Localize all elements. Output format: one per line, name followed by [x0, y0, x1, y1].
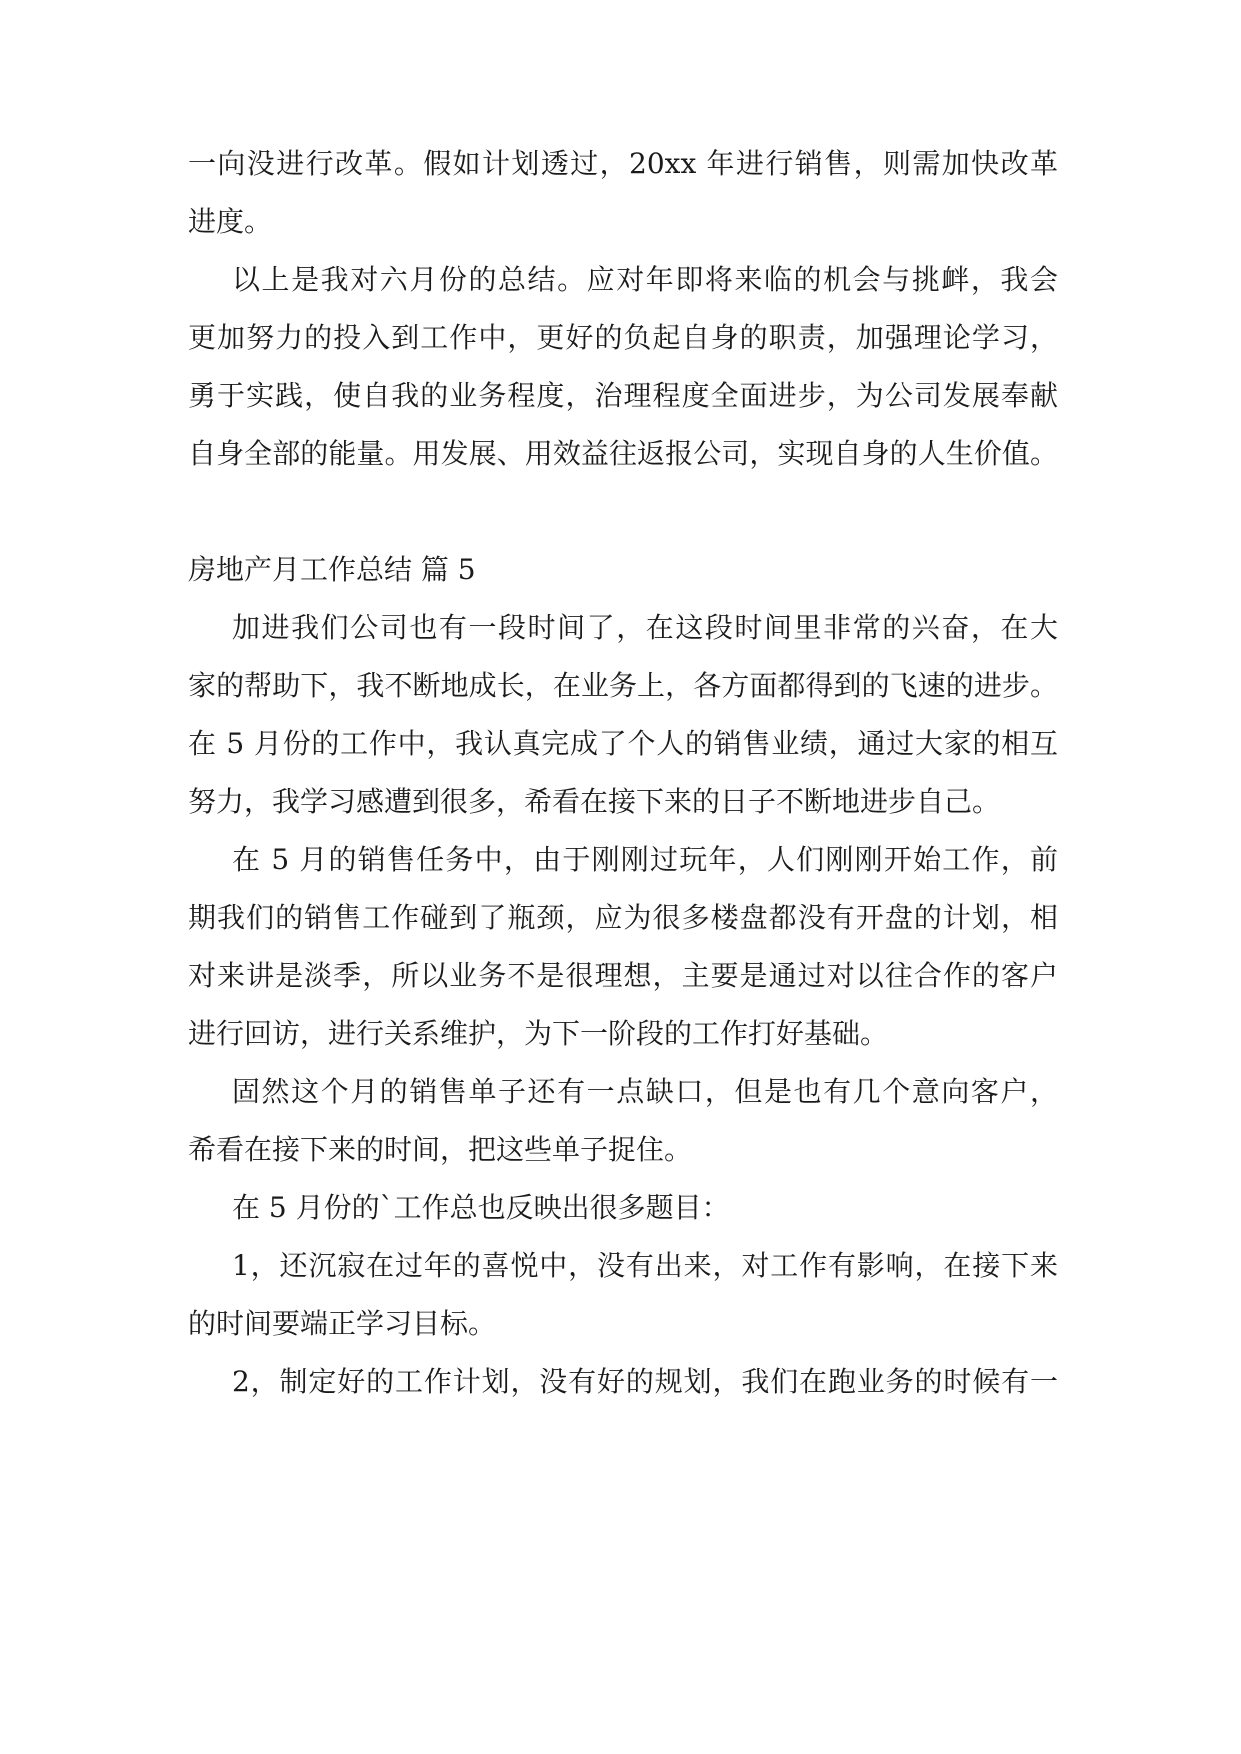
paragraph-4-line-2: 期我们的销售工作碰到了瓶颈，应为很多楼盘都没有开盘的计划，相	[188, 901, 1058, 934]
paragraph-3-line-2: 家的帮助下，我不断地成长，在业务上，各方面都得到的飞速的进步。	[188, 669, 1058, 702]
paragraph-4-line-3: 对来讲是淡季，所以业务不是很理想，主要是通过对以往合作的客户	[188, 959, 1058, 992]
paragraph-3-line-3: 在 5 月份的工作中，我认真完成了个人的销售业绩，通过大家的相互	[188, 727, 1058, 760]
paragraph-1-line-2: 进度。	[188, 205, 273, 238]
paragraph-3-line-1: 加进我们公司也有一段时间了，在这段时间里非常的兴奋，在大	[232, 611, 1058, 644]
section-heading: 房地产月工作总结 篇 5	[188, 553, 476, 586]
paragraph-8-line-1: 2，制定好的工作计划，没有好的规划，我们在跑业务的时候有一	[232, 1365, 1058, 1398]
paragraph-2-line-3: 勇于实践，使自我的业务程度，治理程度全面进步，为公司发展奉献	[188, 379, 1058, 412]
paragraph-1-line-1: 一向没进行改革。假如计划透过，20xx 年进行销售，则需加快改革	[188, 147, 1058, 180]
paragraph-2-line-2: 更加努力的投入到工作中，更好的负起自身的职责，加强理论学习，	[188, 321, 1058, 354]
paragraph-4-line-1: 在 5 月的销售任务中，由于刚刚过玩年，人们刚刚开始工作，前	[232, 843, 1058, 876]
paragraph-5-line-1: 固然这个月的销售单子还有一点缺口，但是也有几个意向客户，	[232, 1075, 1058, 1108]
paragraph-5-line-2: 希看在接下来的时间，把这些单子捉住。	[188, 1133, 693, 1166]
paragraph-2-line-4: 自身全部的能量。用发展、用效益往返报公司，实现自身的人生价值。	[188, 437, 1058, 470]
paragraph-6-line-1: 在 5 月份的`工作总也反映出很多题目：	[232, 1191, 730, 1224]
paragraph-3-line-4: 努力，我学习感遭到很多，希看在接下来的日子不断地进步自己。	[188, 785, 1001, 818]
paragraph-7-line-2: 的时间要端正学习目标。	[188, 1307, 497, 1340]
paragraph-4-line-4: 进行回访，进行关系维护，为下一阶段的工作打好基础。	[188, 1017, 889, 1050]
paragraph-2-line-1: 以上是我对六月份的总结。应对年即将来临的机会与挑衅，我会	[232, 263, 1058, 296]
paragraph-7-line-1: 1，还沉寂在过年的喜悦中，没有出来，对工作有影响，在接下来	[232, 1249, 1058, 1282]
